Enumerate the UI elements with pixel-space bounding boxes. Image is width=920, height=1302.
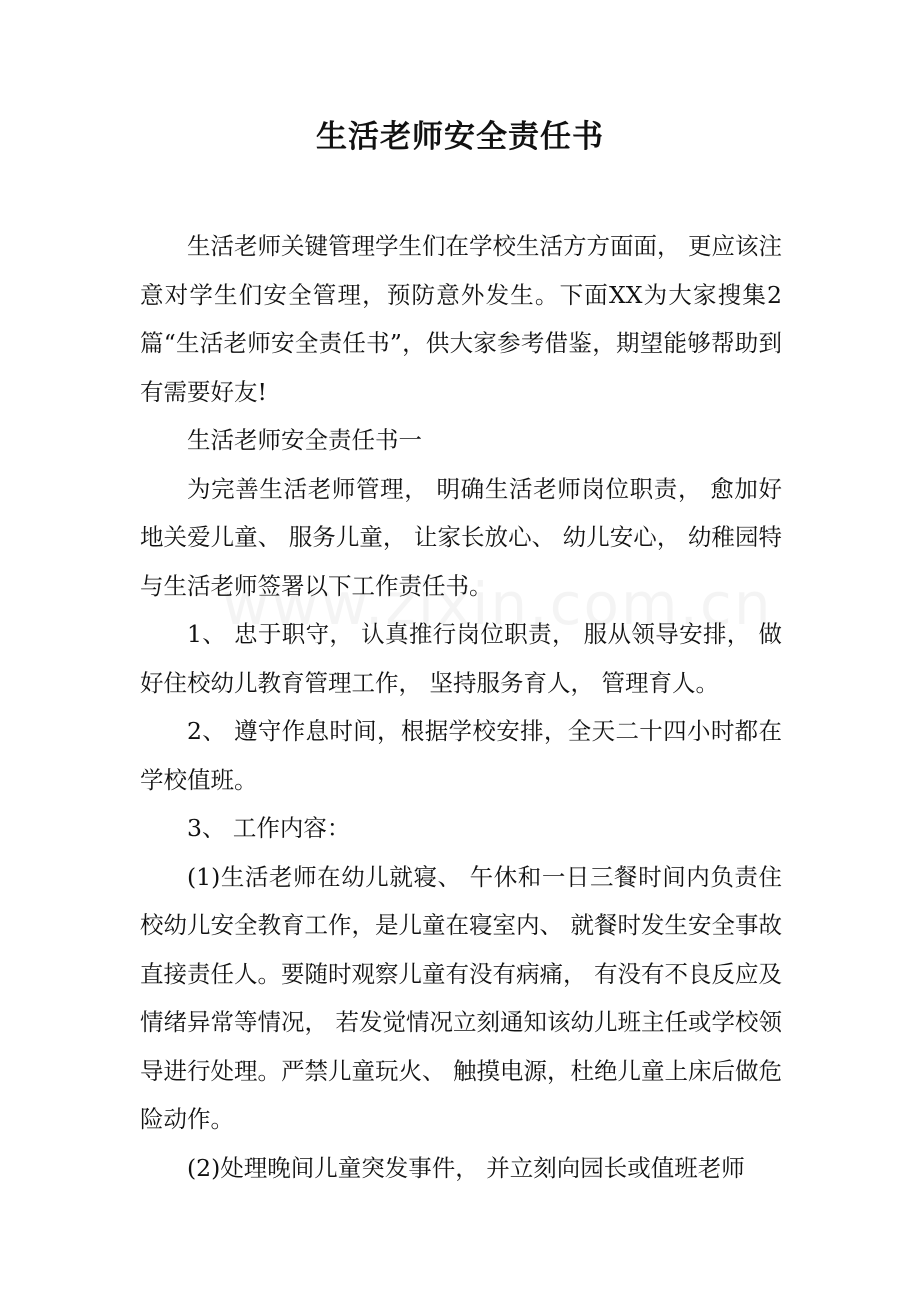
paragraph-purpose: 为完善生活老师管理， 明确生活老师岗位职责， 愈加好地关爱儿童、 服务儿童， 让家长放心、 幼儿安心， 幼稚园特与生活老师签署以下工作责任书。	[140, 474, 782, 600]
document-title: 生活老师安全责任书	[316, 119, 604, 155]
paragraph-subitem-1: (1)生活老师在幼儿就寝、 午休和一日三餐时间内负责住校幼儿安全教育工作，是儿童在寝室内、 就餐时发生安全事故直接责任人。要随时观察儿童有没有病痛， 有没有不良反应及情绪异常等情况， 若发觉情况立刻通知该幼儿班主任或学校领导进行处理。严禁儿童玩火、 触摸电源，杜绝儿童上床后做危险动作。	[140, 862, 782, 1133]
paragraph-subitem-2: (2)处理晚间儿童突发事件， 并立刻向园长或值班老师	[187, 1153, 745, 1182]
paragraph-item-2: 2、 遵守作息时间，根据学校安排，全天二十四小时都在学校值班。	[140, 717, 782, 794]
document-body	[140, 222, 782, 1192]
paragraph-intro: 生活老师关键管理学生们在学校生活方方面面， 更应该注意对学生们安全管理，预防意外发生。下面XX为大家搜集2篇“生活老师安全责任书”，供大家参考借鉴，期望能够帮助到有需要好友!	[140, 232, 782, 406]
paragraph-item-1: 1、 忠于职守， 认真推行岗位职责， 服从领导安排， 做好住校幼儿教育管理工作， 坚持服务育人， 管理育人。	[140, 620, 782, 697]
paragraph-item-3: 3、 工作内容：	[187, 814, 351, 842]
section-heading-1: 生活老师安全责任书一	[187, 426, 422, 454]
